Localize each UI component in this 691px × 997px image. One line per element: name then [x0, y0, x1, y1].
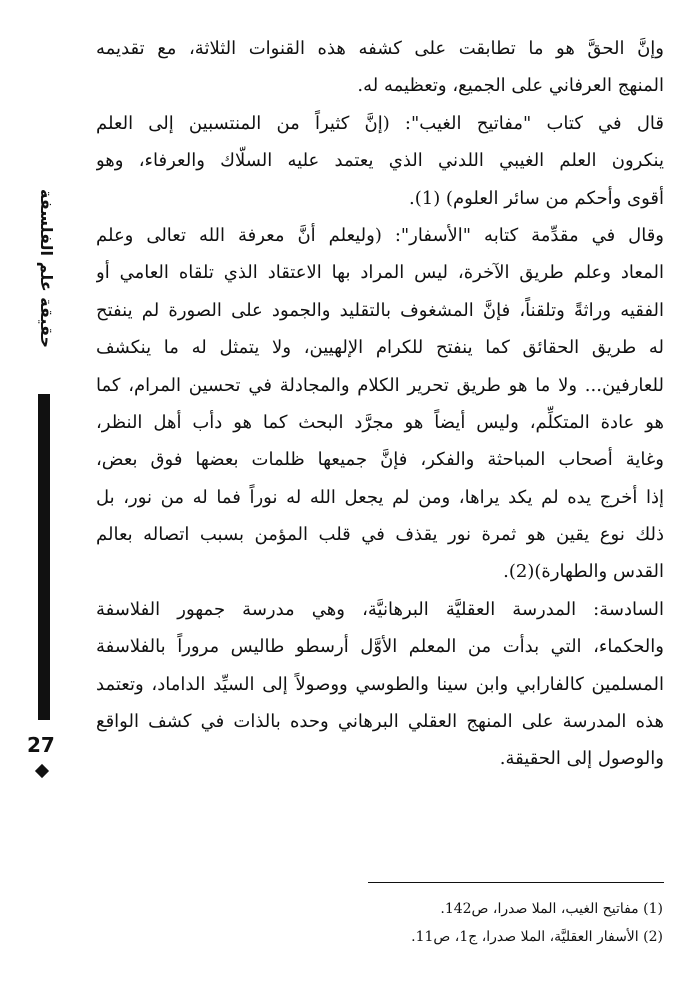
text-line: وقال في مقدِّمة كتابه "الأسفار": (وليعلم أنَّ معرفة الله تعالى وعلم [96, 224, 664, 246]
side-decorative-bar [38, 394, 50, 720]
text-line: المسلمين كالفارابي وابن سينا والطوسي ووصولاً إلى السيِّد الداماد، وتعتمد [96, 673, 664, 695]
text-line: القدس والطهارة)(2). [503, 561, 664, 583]
text-line: ينكرون العلم الغيبي اللدني الذي يعتمد عليه السلّاك والعرفاء، وهو [96, 150, 664, 172]
text-line: هذه المدرسة على المنهج العقلي البرهاني وحده بالذات في كشف الواقع [96, 711, 664, 733]
text-line: والحكماء، التي بدأت من المعلم الأوَّل أرسطو طاليس مروراً بالفلاسفة [96, 636, 664, 658]
text-line: المنهج العرفاني على الجميع، وتعظيمه له. [357, 75, 664, 97]
text-line: والوصول إلى الحقيقة. [499, 748, 664, 770]
diamond-ornament-icon [35, 764, 49, 778]
text-line: الفقيه وراثةً وتلقناً، فإنَّ المشغوف بالتقليد والجمود على الصورة لم ينفتح [96, 299, 664, 321]
footnote-2: (2) الأسفار العقليَّة، الملا صدرا، ج1، ص11. [411, 929, 663, 945]
text-line: هو عادة المتكلِّم، وليس أيضاً هو مجرَّد البحث كما هو دأب أهل النظر، [96, 411, 664, 433]
text-line: وإنَّ الحقَّ هو ما تطابقت على كشفه هذه القنوات الثلاثة، مع تقديمه [96, 38, 664, 59]
footnotes [163, 895, 663, 951]
text-line: للعارفين... ولا ما هو طريق تحرير الكلام والمجادلة في تحسين المرام، كما [96, 374, 664, 396]
footnote-1: (1) مفاتيح الغيب، الملا صدرا، ص142. [440, 901, 663, 917]
text-line: إذا أخرج يده لم يكد يراها، ومن لم يجعل الله له نوراً فما له من نور، بل [96, 486, 664, 508]
text-line: المعاد وعلم طريق الآخرة، ليس المراد بها الاعتقاد الذي تلقاه العامي أو [96, 262, 664, 284]
text-line: السادسة: المدرسة العقليَّة البرهانيَّة، وهي مدرسة جمهور الفلاسفة [96, 598, 664, 620]
text-line: له طريق الحقائق كما ينفتح للكرام الإلهيين، ولا يتمثل له ما ينكشف [96, 337, 664, 359]
text-line: أقوى وأحكم من سائر العلوم) (1). [408, 187, 664, 209]
text-line: قال في كتاب "مفاتيح الغيب": (إنَّ كثيراً من المنتسبين إلى العلم [96, 112, 664, 134]
text-line: وغاية أصحاب المباحثة والفكر، فإنَّ جميعها ظلمات بعضها فوق بعض، [96, 449, 664, 471]
page-number: 27 [27, 733, 55, 757]
footnote-separator [368, 882, 664, 883]
main-text [96, 30, 664, 778]
running-header-title: حقيقة علم الفلسفة [37, 188, 56, 348]
text-line: ذلك نوع يقين هو ثمرة نور يقذف في قلب المؤمن بسبب اتصاله بعالم [96, 524, 664, 546]
